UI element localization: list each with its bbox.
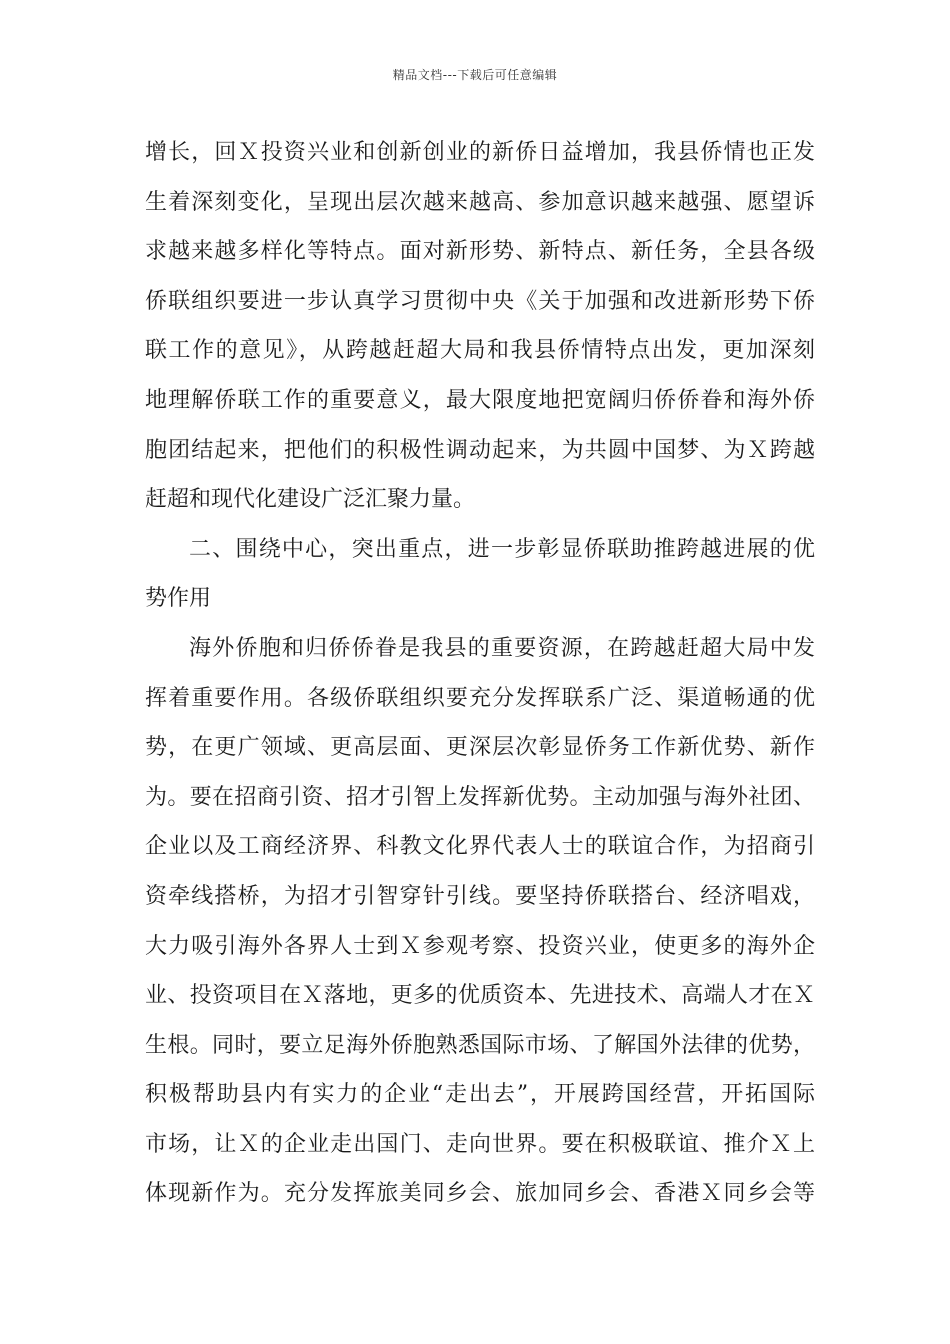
paragraph (145, 624, 815, 1219)
text-line: 为。要在招商引资、招才引智上发挥新优势。主动加强与海外社团、 (145, 784, 815, 810)
text-line: 业、投资项目在Ｘ落地，更多的优质资本、先进技术、高端人才在Ｘ (145, 983, 815, 1009)
text-line: 资牵线搭桥，为招才引智穿针引线。要坚持侨联搭台、经济唱戏， (145, 883, 815, 909)
text-line: 赶超和现代化建设广泛汇聚力量。 (145, 487, 476, 513)
text-line: 企业以及工商经济界、科教文化界代表人士的联谊合作，为招商引 (145, 834, 815, 860)
text-line: 市场，让Ｘ的企业走出国门、走向世界。要在积极联谊、推介Ｘ上 (145, 1131, 815, 1157)
text-line: 求越来越多样化等特点。面对新形势、新特点、新任务，全县各级 (145, 239, 815, 265)
text-line: 生着深刻变化，呈现出层次越来越高、参加意识越来越强、愿望诉 (145, 189, 815, 215)
text-line: 胞团结起来，把他们的积极性调动起来，为共圆中国梦、为Ｘ跨越 (145, 437, 815, 463)
text-line: 积极帮助县内有实力的企业“走出去”，开展跨国经营，开拓国际 (145, 1082, 815, 1108)
text-line: 生根。同时，要立足海外侨胞熟悉国际市场、了解国外法律的优势， (145, 1032, 815, 1058)
page-header: 精品文档---下载后可任意编辑 (392, 68, 558, 82)
text-line: 地理解侨联工作的重要意义，最大限度地把宽阔归侨侨眷和海外侨 (145, 387, 815, 413)
section-heading (145, 525, 815, 624)
paragraph (145, 128, 815, 525)
heading-line: 势作用 (145, 586, 212, 612)
document-body (145, 128, 815, 1219)
text-line: 势，在更广领域、更高层面、更深层次彰显侨务工作新优势、新作 (145, 735, 815, 761)
text-line: 海外侨胞和归侨侨眷是我县的重要资源，在跨越赶超大局中发 (189, 635, 815, 661)
text-line: 挥着重要作用。各级侨联组织要充分发挥联系广泛、渠道畅通的优 (145, 685, 815, 711)
text-line: 体现新作为。充分发挥旅美同乡会、旅加同乡会、香港Ｘ同乡会等 (145, 1181, 815, 1207)
text-line: 侨联组织要进一步认真学习贯彻中央《关于加强和改进新形势下侨 (145, 288, 815, 314)
text-line: 大力吸引海外各界人士到Ｘ参观考察、投资兴业，使更多的海外企 (145, 933, 815, 959)
text-line: 联工作的意见》，从跨越赶超大局和我县侨情特点出发，更加深刻 (145, 338, 815, 364)
text-line: 增长，回Ｘ投资兴业和创新创业的新侨日益增加，我县侨情也正发 (145, 140, 815, 165)
heading-line: 二、围绕中心，突出重点，进一步彰显侨联助推跨越进展的优 (189, 536, 815, 562)
